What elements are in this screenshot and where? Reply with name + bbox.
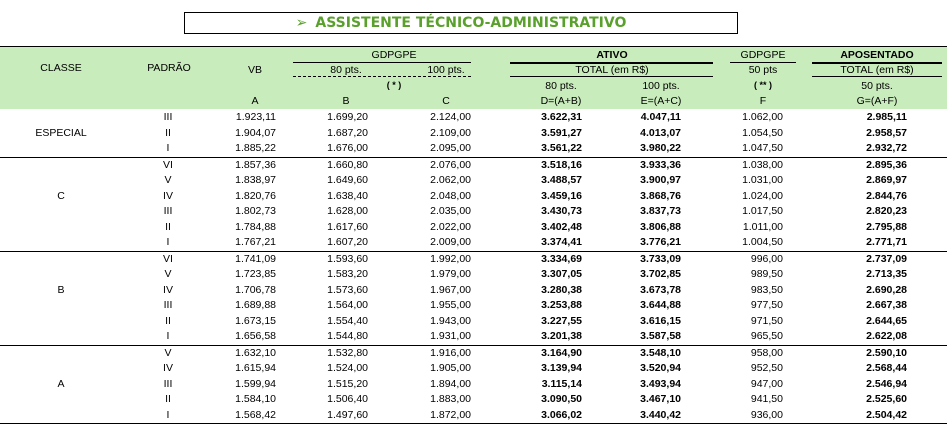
total-ativo-80-cell: 3.488,57 [541,174,582,186]
vb-cell: 1.615,94 [235,362,276,374]
gdpgpe-100-cell: 1.894,00 [430,377,471,390]
spacer-cell [907,157,947,173]
gdpgpe-100-cell: 1.979,00 [430,268,471,280]
total-aposentado-cell: 2.844,76 [866,189,907,202]
spacer-cell [907,408,947,424]
padrao-cell: V [164,268,172,280]
padrao-cell: I [122,141,214,157]
classe-cell [0,220,122,236]
header-classe: CLASSE [40,62,82,74]
gdpgpe-80-cell: 1.593,60 [327,252,368,265]
gdpgpe-100-cell: 2.124,00 [430,111,471,123]
vb-cell: 1.857,36 [235,158,276,171]
gdpgpe-100-cell: 2.095,00 [368,141,471,157]
gdpgpe-rule [293,62,471,63]
spacer-cell [907,141,947,157]
table-row [0,267,947,283]
classe-cell [0,392,122,408]
padrao-cell: VI [163,158,173,171]
gdpgpe-50-cell: 1.031,00 [742,174,783,186]
padrao-cell: VI [163,252,173,265]
total-ativo-80-cell: 3.280,38 [541,283,582,296]
spacer-cell [907,283,947,299]
padrao-cell: III [163,111,173,123]
total-aposentado-cell: 2.895,36 [866,158,907,171]
header-col-f: F [759,95,767,107]
gdpgpe-50-cell: 952,50 [750,362,783,374]
table-row [0,314,947,330]
total-aposentado-cell: 2.568,44 [866,362,907,374]
header-col-d: D=(A+B) [540,95,582,107]
classe-cell [0,157,122,173]
gdpgpe-100-cell: 1.992,00 [430,252,471,265]
gdpgpe-50-cell: 947,00 [750,377,783,390]
classe-cell [0,141,122,157]
gdpgpe2-rule [730,62,796,63]
spacer-cell [907,251,947,267]
ativo-sub-rule [510,76,713,77]
classe-cell [0,345,122,361]
total-ativo-100-cell: 3.548,10 [640,346,681,359]
gdpgpe-50-cell: 977,50 [750,299,783,311]
total-ativo-100-cell: 3.673,78 [640,283,681,296]
classe-cell [0,298,122,314]
header-total-aposentado: TOTAL (em R$) [840,64,914,76]
total-ativo-100-cell: 3.806,88 [640,220,681,233]
gdpgpe-100-cell: 1.967,00 [430,283,471,296]
spacer-cell [907,267,947,283]
total-ativo-80-cell: 3.430,73 [541,205,582,217]
header-gdpgpe-2: GDPGPE [740,49,786,61]
total-ativo-80-cell: 3.518,16 [541,158,582,171]
table-row [0,298,947,314]
total-ativo-80-cell: 3.164,90 [541,346,582,359]
vb-cell: 1.885,22 [214,141,276,157]
vb-cell: 1.706,78 [235,283,276,296]
total-ativo-100-cell: 3.644,88 [640,299,681,311]
total-ativo-80-cell: 3.090,50 [541,393,582,405]
classe-cell [0,314,122,330]
table-row [0,361,947,377]
total-ativo-80-cell: 3.253,88 [541,299,582,311]
table-row [0,345,947,361]
total-aposentado-cell: 2.985,11 [866,111,907,123]
padrao-cell: III [163,377,173,390]
total-ativo-80-cell: 3.307,05 [541,268,582,280]
gdpgpe-50-cell: 1.024,00 [742,189,783,202]
gdpgpe-80-cell: 1.687,20 [327,126,368,139]
total-aposentado-cell: 2.525,60 [866,393,907,405]
total-ativo-100-cell: 3.467,10 [640,393,681,405]
total-aposentado-cell: 2.644,65 [866,314,907,327]
gdpgpe-50-cell: 1.054,50 [742,126,783,139]
total-aposentado-cell: 2.820,23 [866,205,907,217]
total-ativo-80-cell: 3.591,27 [541,126,582,139]
padrao-cell: II [165,126,171,139]
vb-cell: 1.568,42 [214,408,276,424]
total-ativo-100-cell: 3.776,21 [582,235,681,251]
gdpgpe-50-cell: 958,00 [750,346,783,359]
gdpgpe-100-cell: 2.048,00 [430,189,471,202]
total-ativo-100-cell: 3.440,42 [582,408,681,424]
padrao-cell: III [163,205,173,217]
total-aposentado-cell: 2.667,38 [866,299,907,311]
table-row [0,392,947,408]
padrao-cell: II [165,314,171,327]
gdpgpe-80-cell: 1.554,40 [327,314,368,327]
spacer-cell [907,329,947,345]
gdpgpe-50-cell: 941,50 [750,393,783,405]
vb-cell: 1.838,97 [235,174,276,186]
header-ativo: ATIVO [596,49,628,61]
gdpgpe-100-cell: 1.883,00 [430,393,471,405]
gdpgpe-50-cell: 989,50 [750,268,783,280]
total-aposentado-cell: 2.622,08 [783,329,907,345]
gdpgpe-80-cell: 1.515,20 [327,377,368,390]
total-ativo-100-cell: 3.493,94 [640,377,681,390]
gdpgpe-80-cell: 1.506,40 [327,393,368,405]
gdpgpe-100-cell: 1.872,00 [368,408,471,424]
gdpgpe-sub-rule [293,76,471,77]
padrao-cell: V [164,346,172,359]
classe-cell [0,110,122,126]
table-header [0,46,947,109]
padrao-cell: IV [163,283,173,296]
total-ativo-100-cell: 3.587,58 [582,329,681,345]
header-col-c: C [442,95,450,107]
vb-cell: 1.673,15 [235,314,276,327]
padrao-cell: I [122,329,214,345]
total-ativo-100-cell: 3.702,85 [640,268,681,280]
gdpgpe-100-cell: 2.009,00 [368,235,471,251]
table-row [0,157,947,173]
header-top-rule [0,46,947,47]
total-aposentado-cell: 2.932,72 [783,141,907,157]
total-ativo-100-cell: 3.837,73 [640,205,681,217]
total-aposentado-cell: 2.713,35 [866,268,907,280]
header-total-ativo: TOTAL (em R$) [575,64,649,76]
total-ativo-100-cell: 3.868,76 [640,189,681,202]
classe-cell [0,267,122,283]
classe-cell: B [57,283,65,296]
gdpgpe-50-cell: 1.004,50 [681,235,783,251]
header-asterisk-2: ( ** ) [754,80,772,90]
gdpgpe-100-cell: 1.916,00 [430,346,471,359]
spacer-cell [907,110,947,126]
salary-table [0,110,947,424]
gdpgpe-80-cell: 1.564,00 [327,299,368,311]
header-ativo-80: 80 pts. [545,80,577,92]
total-ativo-80-cell: 3.227,55 [541,314,582,327]
header-aposentado-50: 50 pts. [861,80,893,92]
table-row [0,204,947,220]
header-asterisk: ( * ) [386,80,402,90]
header-aposentado: APOSENTADO [840,49,914,61]
header-col-e: E=(A+C) [640,95,682,107]
table-row [0,173,947,189]
classe-cell [0,173,122,189]
table-row [0,141,947,157]
table-row [0,408,947,424]
gdpgpe-100-cell: 1.931,00 [368,329,471,345]
spacer-cell [907,204,947,220]
gdpgpe-80-cell: 1.497,60 [276,408,368,424]
header-100pts: 100 pts. [427,64,465,76]
gdpgpe-100-cell: 2.022,00 [430,220,471,233]
header-80pts: 80 pts. [330,64,362,76]
header-col-a: A [251,95,259,107]
table-row [0,110,947,126]
header-col-g: G=(A+F) [856,95,898,107]
total-ativo-80-cell: 3.139,94 [541,362,582,374]
table-row [0,283,947,299]
table-title [184,12,738,34]
total-ativo-80-cell: 3.374,41 [471,235,582,251]
vb-cell: 1.767,21 [214,235,276,251]
spacer-cell [907,235,947,251]
vb-cell: 1.689,88 [235,299,276,311]
total-ativo-100-cell: 3.616,15 [640,314,681,327]
table-row [0,377,947,393]
vb-cell: 1.802,73 [235,205,276,217]
total-ativo-80-cell: 3.622,31 [541,111,582,123]
total-ativo-100-cell: 4.047,11 [640,111,681,123]
vb-cell: 1.599,94 [235,377,276,390]
classe-cell [0,361,122,377]
spacer-cell [907,361,947,377]
total-ativo-100-cell: 3.980,22 [582,141,681,157]
padrao-cell: IV [163,189,173,202]
total-ativo-80-cell: 3.115,14 [541,377,582,390]
total-ativo-100-cell: 3.933,36 [640,158,681,171]
vb-cell: 1.741,09 [235,252,276,265]
padrao-cell: II [165,393,171,405]
total-ativo-80-cell: 3.334,69 [541,252,582,265]
total-ativo-100-cell: 4.013,07 [640,126,681,139]
total-aposentado-cell: 2.795,88 [866,220,907,233]
gdpgpe-50-cell: 1.062,00 [742,111,783,123]
total-ativo-80-cell: 3.402,48 [541,220,582,233]
spacer-cell [907,173,947,189]
classe-cell: A [57,377,65,390]
header-vb: VB [247,64,263,76]
gdpgpe-80-cell: 1.524,00 [327,362,368,374]
gdpgpe-100-cell: 2.035,00 [430,205,471,217]
header-col-b: B [342,95,350,107]
gdpgpe-80-cell: 1.660,80 [327,158,368,171]
spacer-cell [907,298,947,314]
spacer-cell [907,220,947,236]
spacer-cell [907,377,947,393]
gdpgpe-80-cell: 1.676,00 [276,141,368,157]
gdpgpe-80-cell: 1.532,80 [327,346,368,359]
total-ativo-100-cell: 3.520,94 [640,362,681,374]
total-aposentado-cell: 2.504,42 [783,408,907,424]
classe-cell [0,408,122,424]
gdpgpe-80-cell: 1.607,20 [276,235,368,251]
total-aposentado-cell: 2.546,94 [866,377,907,390]
gdpgpe-100-cell: 2.062,00 [430,174,471,186]
gdpgpe-50-cell: 971,50 [750,314,783,327]
classe-cell: C [57,189,65,202]
vb-cell: 1.656,58 [214,329,276,345]
gdpgpe-50-cell: 983,50 [750,283,783,296]
padrao-cell: IV [163,362,173,374]
vb-cell: 1.784,88 [235,220,276,233]
padrao-cell: I [122,408,214,424]
total-aposentado-cell: 2.590,10 [866,346,907,359]
gdpgpe-80-cell: 1.573,60 [327,283,368,296]
gdpgpe-50-cell: 1.011,00 [742,220,783,233]
gdpgpe-100-cell: 1.943,00 [430,314,471,327]
total-aposentado-cell: 2.869,97 [866,174,907,186]
table-row [0,126,947,142]
vb-cell: 1.584,10 [235,393,276,405]
total-ativo-100-cell: 3.733,09 [640,252,681,265]
total-aposentado-cell: 2.771,71 [783,235,907,251]
vb-cell: 1.723,85 [235,268,276,280]
padrao-cell: II [165,220,171,233]
vb-cell: 1.904,07 [235,126,276,139]
padrao-cell: I [122,235,214,251]
total-aposentado-cell: 2.737,09 [866,252,907,265]
total-aposentado-cell: 2.958,57 [866,126,907,139]
total-ativo-80-cell: 3.561,22 [471,141,582,157]
gdpgpe-80-cell: 1.617,60 [327,220,368,233]
gdpgpe-80-cell: 1.544,80 [276,329,368,345]
total-ativo-80-cell: 3.201,38 [471,329,582,345]
arrow-right-icon: ➢ [295,15,308,31]
gdpgpe-80-cell: 1.649,60 [327,174,368,186]
gdpgpe-50-cell: 996,00 [750,252,783,265]
gdpgpe-80-cell: 1.628,00 [327,205,368,217]
vb-cell: 1.923,11 [235,111,276,123]
classe-cell [0,235,122,251]
header-padrao: PADRÃO [147,62,191,74]
vb-cell: 1.820,76 [235,189,276,202]
classe-cell [0,204,122,220]
total-ativo-80-cell: 3.066,02 [471,408,582,424]
table-row [0,220,947,236]
header-ativo-100: 100 pts. [642,80,680,92]
aposentado-sub-rule [812,76,942,77]
gdpgpe-100-cell: 1.955,00 [430,299,471,311]
total-ativo-100-cell: 3.900,97 [640,174,681,186]
classe-cell [0,251,122,267]
spacer-cell [907,392,947,408]
header-gdpgpe: GDPGPE [371,49,417,61]
table-row [0,235,947,251]
total-ativo-80-cell: 3.459,16 [541,189,582,202]
spacer-cell [907,126,947,142]
gdpgpe-100-cell: 2.109,00 [430,126,471,139]
gdpgpe-80-cell: 1.583,20 [327,268,368,280]
gdpgpe-50-cell: 1.017,50 [742,205,783,217]
spacer-cell [907,345,947,361]
gdpgpe-50-cell: 1.038,00 [742,158,783,171]
classe-cell [0,329,122,345]
gdpgpe-80-cell: 1.699,20 [327,111,368,123]
table-row [0,251,947,267]
gdpgpe-50-cell: 965,50 [681,329,783,345]
padrao-cell: V [164,174,172,186]
spacer-cell [907,314,947,330]
vb-cell: 1.632,10 [235,346,276,359]
header-50pts: 50 pts [748,64,778,76]
table-row [0,329,947,345]
classe-cell: ESPECIAL [35,126,87,139]
gdpgpe-80-cell: 1.638,40 [327,189,368,202]
gdpgpe-50-cell: 936,00 [681,408,783,424]
title-text: ASSISTENTE TÉCNICO-ADMINISTRATIVO [315,15,627,31]
gdpgpe-50-cell: 1.047,50 [681,141,783,157]
padrao-cell: III [163,299,173,311]
table-row [0,189,947,205]
gdpgpe-100-cell: 2.076,00 [430,158,471,171]
gdpgpe-100-cell: 1.905,00 [430,362,471,374]
spacer-cell [907,189,947,205]
total-aposentado-cell: 2.690,28 [866,283,907,296]
